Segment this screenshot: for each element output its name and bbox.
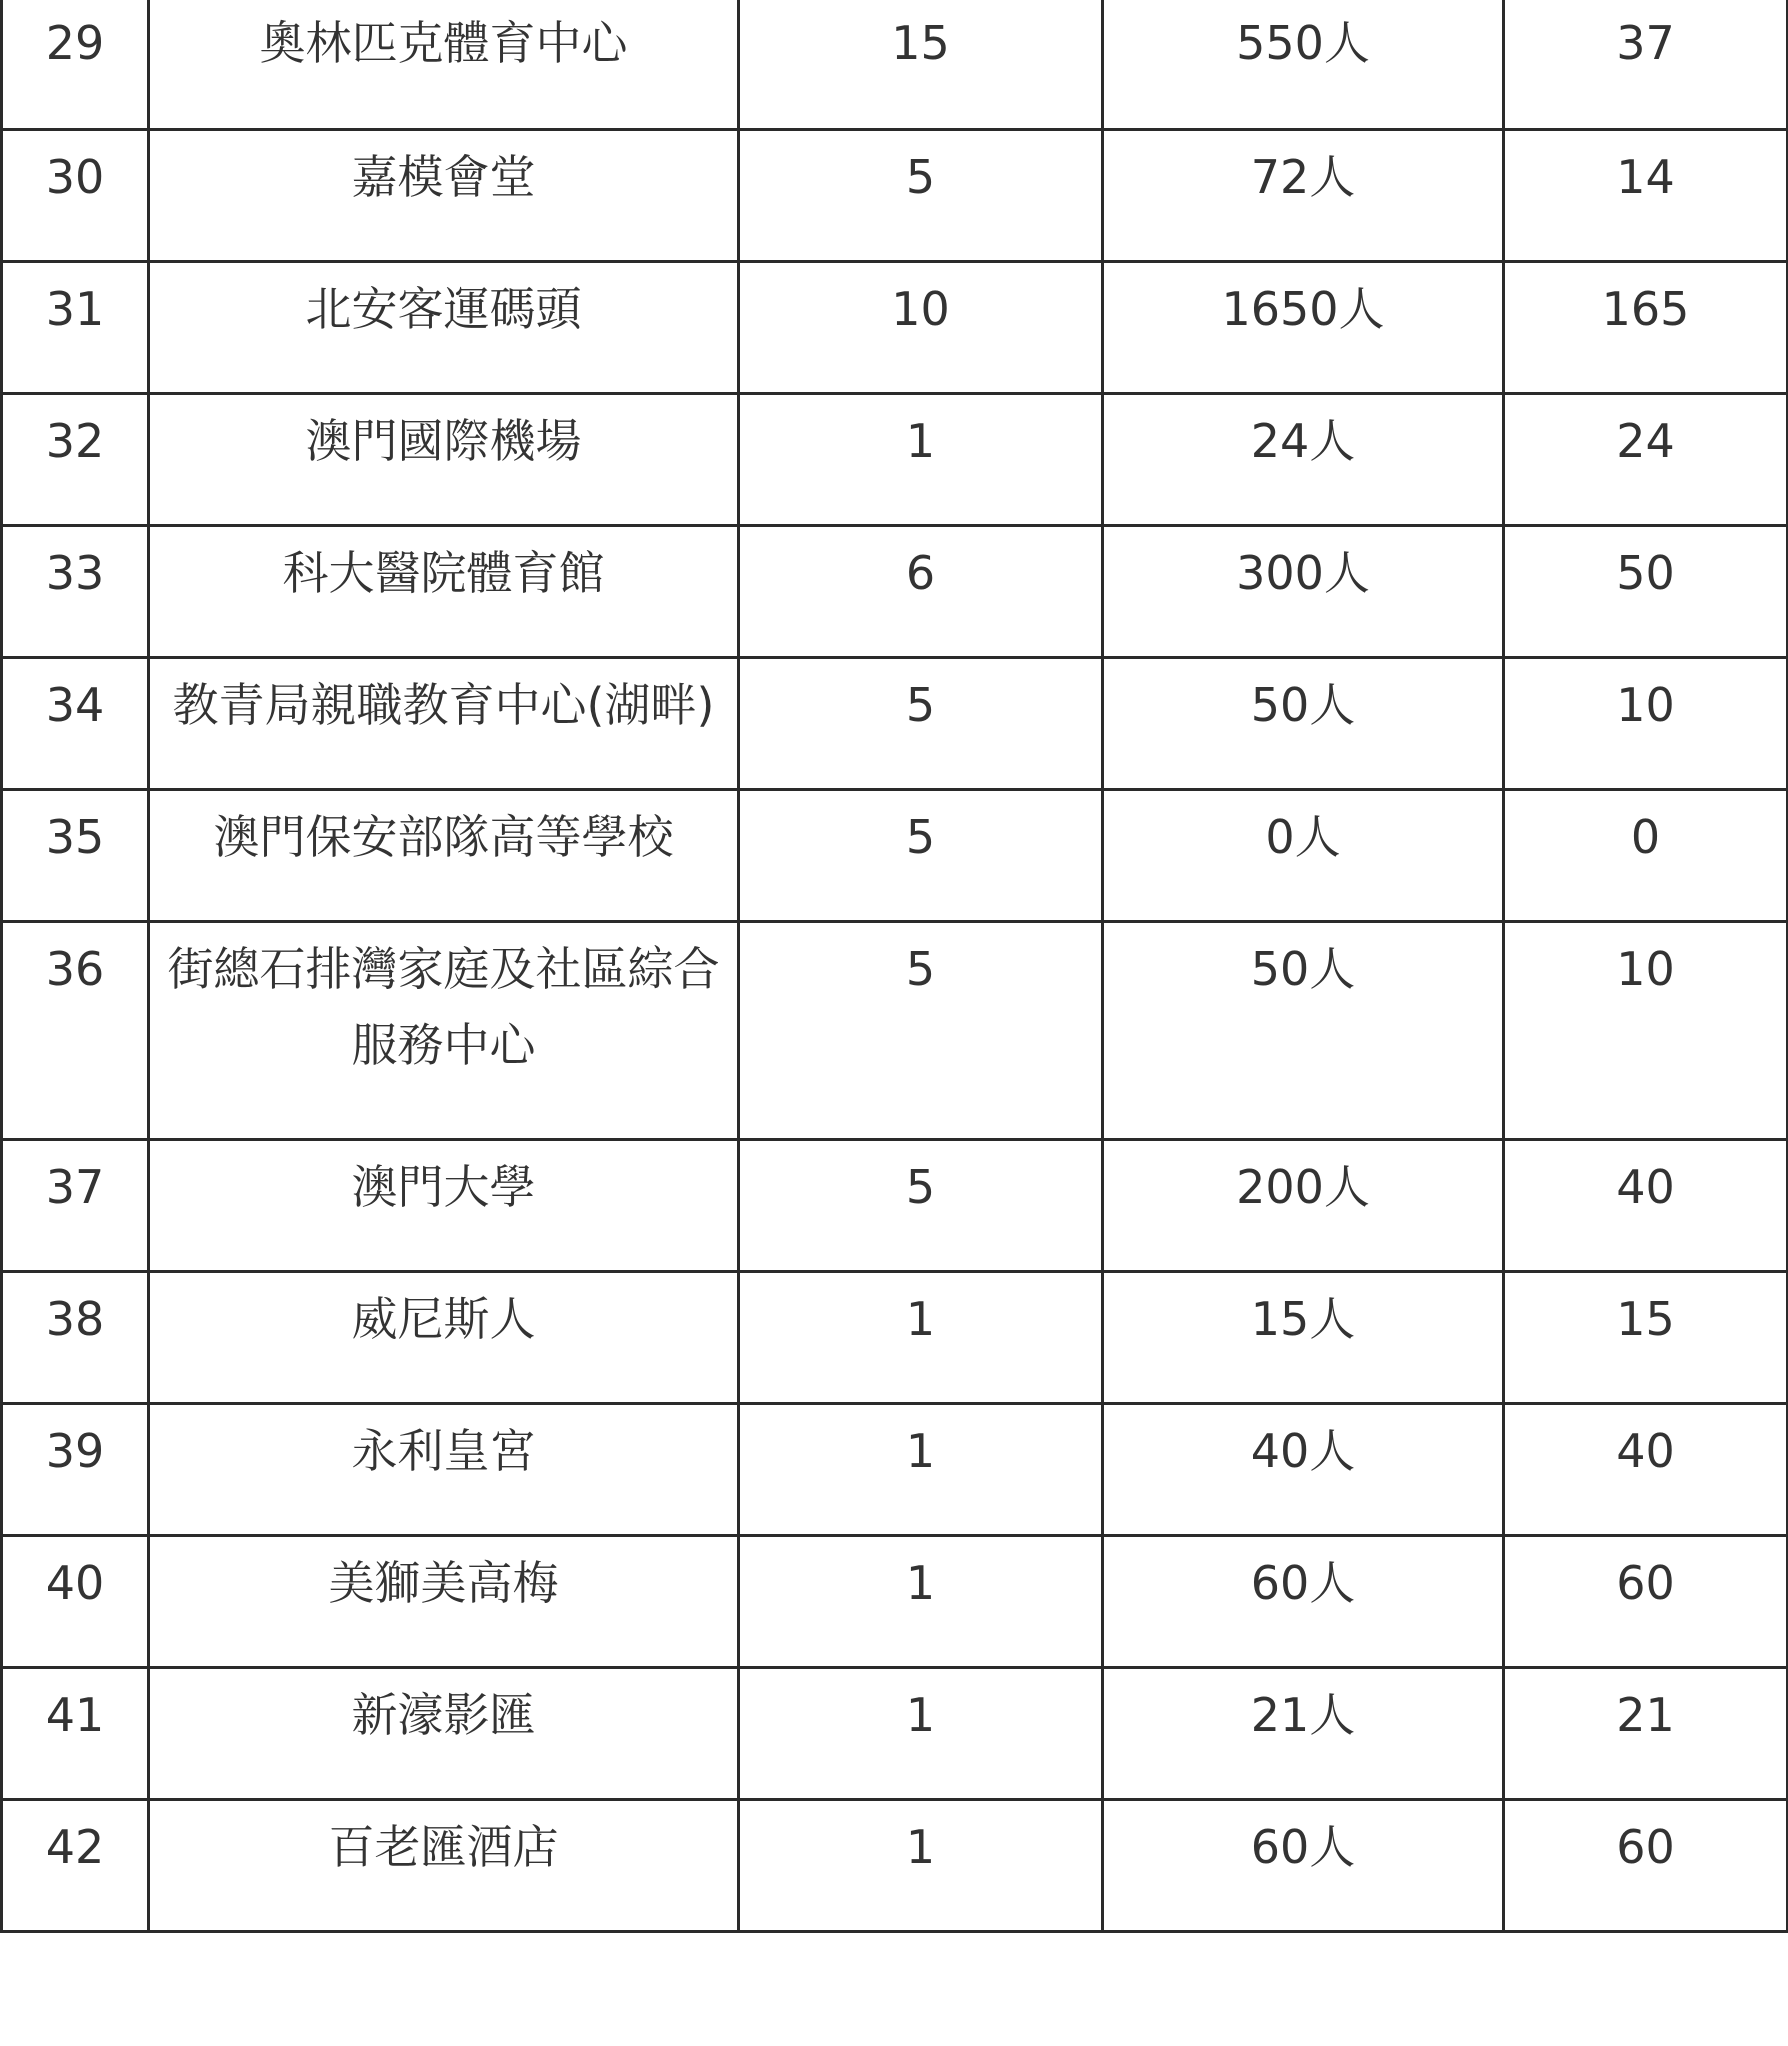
people-cell: 50人 (1103, 657, 1504, 789)
count-cell: 5 (739, 921, 1103, 1139)
location-cell: 威尼斯人 (149, 1271, 739, 1403)
ratio-cell: 10 (1504, 657, 1788, 789)
people-cell: 1650人 (1103, 261, 1504, 393)
table-row (2, 1271, 1788, 1403)
people-cell: 50人 (1103, 921, 1504, 1139)
people-cell: 550人 (1103, 0, 1504, 129)
table-row (2, 0, 1788, 129)
people-cell: 60人 (1103, 1535, 1504, 1667)
people-cell: 21人 (1103, 1667, 1504, 1799)
row-number-cell: 35 (2, 789, 149, 921)
row-number-cell: 33 (2, 525, 149, 657)
row-number-cell: 31 (2, 261, 149, 393)
location-cell: 街總石排灣家庭及社區綜合服務中心 (149, 921, 739, 1139)
ratio-cell: 60 (1504, 1799, 1788, 1931)
table-body (2, 0, 1788, 1931)
ratio-cell: 21 (1504, 1667, 1788, 1799)
count-cell: 5 (739, 1139, 1103, 1271)
count-cell: 6 (739, 525, 1103, 657)
count-cell: 1 (739, 1535, 1103, 1667)
row-number-cell: 39 (2, 1403, 149, 1535)
table-row (2, 1403, 1788, 1535)
ratio-cell: 165 (1504, 261, 1788, 393)
ratio-cell: 15 (1504, 1271, 1788, 1403)
ratio-cell: 37 (1504, 0, 1788, 129)
count-cell: 5 (739, 657, 1103, 789)
table-row (2, 129, 1788, 261)
table-row (2, 657, 1788, 789)
ratio-cell: 14 (1504, 129, 1788, 261)
ratio-cell: 40 (1504, 1139, 1788, 1271)
location-cell: 永利皇宮 (149, 1403, 739, 1535)
table-row (2, 1667, 1788, 1799)
people-cell: 60人 (1103, 1799, 1504, 1931)
row-number-cell: 42 (2, 1799, 149, 1931)
location-cell: 科大醫院體育館 (149, 525, 739, 657)
ratio-cell: 50 (1504, 525, 1788, 657)
row-number-cell: 30 (2, 129, 149, 261)
count-cell: 1 (739, 393, 1103, 525)
location-cell: 美獅美高梅 (149, 1535, 739, 1667)
people-cell: 15人 (1103, 1271, 1504, 1403)
ratio-cell: 60 (1504, 1535, 1788, 1667)
row-number-cell: 41 (2, 1667, 149, 1799)
location-cell: 百老匯酒店 (149, 1799, 739, 1931)
row-number-cell: 29 (2, 0, 149, 129)
ratio-cell: 10 (1504, 921, 1788, 1139)
location-cell: 奧林匹克體育中心 (149, 0, 739, 129)
count-cell: 10 (739, 261, 1103, 393)
table-row (2, 393, 1788, 525)
location-cell: 北安客運碼頭 (149, 261, 739, 393)
people-cell: 0人 (1103, 789, 1504, 921)
table-row (2, 1799, 1788, 1931)
people-cell: 200人 (1103, 1139, 1504, 1271)
people-cell: 24人 (1103, 393, 1504, 525)
location-cell: 教青局親職教育中心(湖畔) (149, 657, 739, 789)
count-cell: 5 (739, 129, 1103, 261)
people-cell: 72人 (1103, 129, 1504, 261)
row-number-cell: 36 (2, 921, 149, 1139)
row-number-cell: 32 (2, 393, 149, 525)
location-cell: 嘉模會堂 (149, 129, 739, 261)
table-row (2, 1535, 1788, 1667)
ratio-cell: 40 (1504, 1403, 1788, 1535)
table-row (2, 789, 1788, 921)
table-row (2, 261, 1788, 393)
row-number-cell: 38 (2, 1271, 149, 1403)
row-number-cell: 40 (2, 1535, 149, 1667)
location-cell: 新濠影匯 (149, 1667, 739, 1799)
location-cell: 澳門保安部隊高等學校 (149, 789, 739, 921)
people-cell: 40人 (1103, 1403, 1504, 1535)
count-cell: 1 (739, 1799, 1103, 1931)
table-row (2, 921, 1788, 1139)
count-cell: 1 (739, 1667, 1103, 1799)
table-row (2, 525, 1788, 657)
table-row (2, 1139, 1788, 1271)
ratio-cell: 24 (1504, 393, 1788, 525)
count-cell: 15 (739, 0, 1103, 129)
ratio-cell: 0 (1504, 789, 1788, 921)
count-cell: 5 (739, 789, 1103, 921)
row-number-cell: 37 (2, 1139, 149, 1271)
count-cell: 1 (739, 1271, 1103, 1403)
location-cell: 澳門大學 (149, 1139, 739, 1271)
row-number-cell: 34 (2, 657, 149, 789)
count-cell: 1 (739, 1403, 1103, 1535)
location-cell: 澳門國際機場 (149, 393, 739, 525)
people-cell: 300人 (1103, 525, 1504, 657)
